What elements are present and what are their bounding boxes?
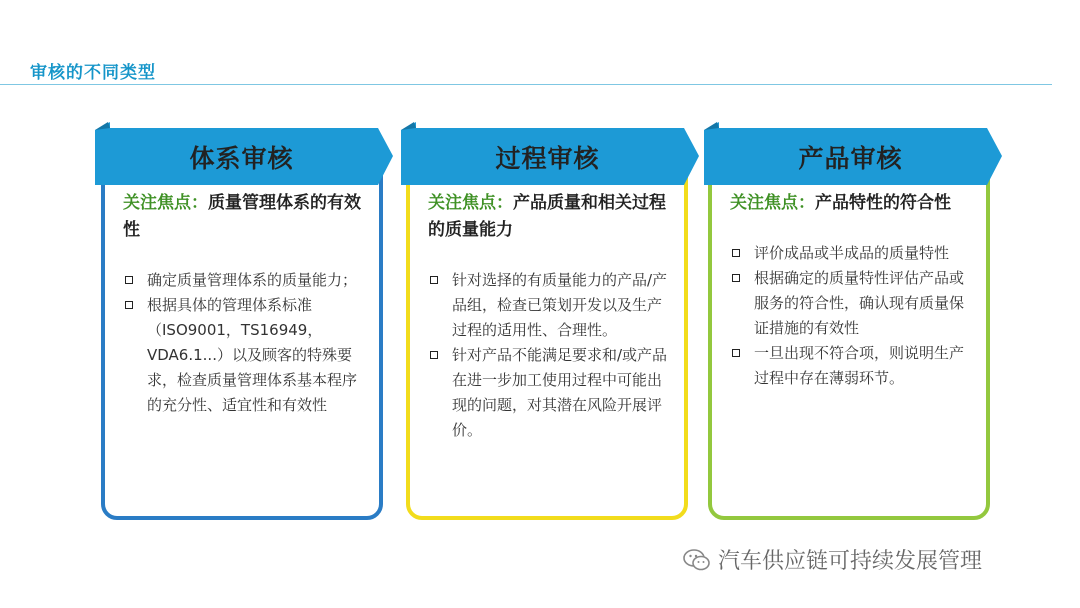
bullet-list — [730, 241, 972, 391]
card-heading: 体系审核 — [189, 144, 294, 173]
title-divider — [0, 84, 1052, 85]
focus-text: 产品质量和相关过程的质量能力 — [428, 193, 666, 240]
focus-statement — [730, 190, 972, 217]
bullet-item: 确定质量管理体系的质量能力； — [123, 268, 365, 293]
bullet-list — [428, 268, 670, 443]
bullet-item: 根据具体的管理体系标准（ISO9001，TS16949，VDA6.1...）以及顾客的特殊要求，检查质量管理体系基本程序的充分性、适宜性和有效性 — [123, 293, 365, 418]
focus-statement — [123, 190, 365, 244]
bullet-item: 针对选择的有质量能力的产品/产品组，检查已策划开发以及生产过程的适用性、合理性。 — [428, 268, 670, 343]
focus-label: 关注焦点： — [123, 193, 208, 213]
card-product-audit — [708, 150, 990, 520]
card-heading: 产品审核 — [798, 144, 903, 173]
focus-text: 质量管理体系的有效性 — [123, 193, 361, 240]
bullet-list — [123, 268, 365, 418]
card-heading: 过程审核 — [495, 144, 600, 173]
banner-product-audit — [699, 122, 1002, 185]
watermark — [682, 544, 982, 575]
banner-process-audit — [396, 122, 699, 185]
page-title: 审核的不同类型 — [30, 63, 156, 83]
card-system-audit — [101, 150, 383, 520]
watermark-text: 汽车供应链可持续发展管理 — [718, 549, 983, 574]
focus-label: 关注焦点： — [428, 193, 513, 213]
card-process-audit — [406, 150, 688, 520]
banner-system-audit — [90, 122, 393, 185]
bullet-item: 针对产品不能满足要求和/或产品在进一步加工使用过程中可能出现的问题，对其潜在风险开展评价。 — [428, 343, 670, 443]
focus-label: 关注焦点： — [730, 193, 815, 213]
bullet-item: 根据确定的质量特性评估产品或服务的符合性，确认现有质量保证措施的有效性 — [730, 266, 972, 341]
focus-text: 产品特性的符合性 — [815, 193, 951, 213]
bullet-item: 评价成品或半成品的质量特性 — [730, 241, 972, 266]
wechat-icon — [682, 547, 712, 573]
bullet-item: 一旦出现不符合项，则说明生产过程中存在薄弱环节。 — [730, 341, 972, 391]
focus-statement — [428, 190, 670, 244]
